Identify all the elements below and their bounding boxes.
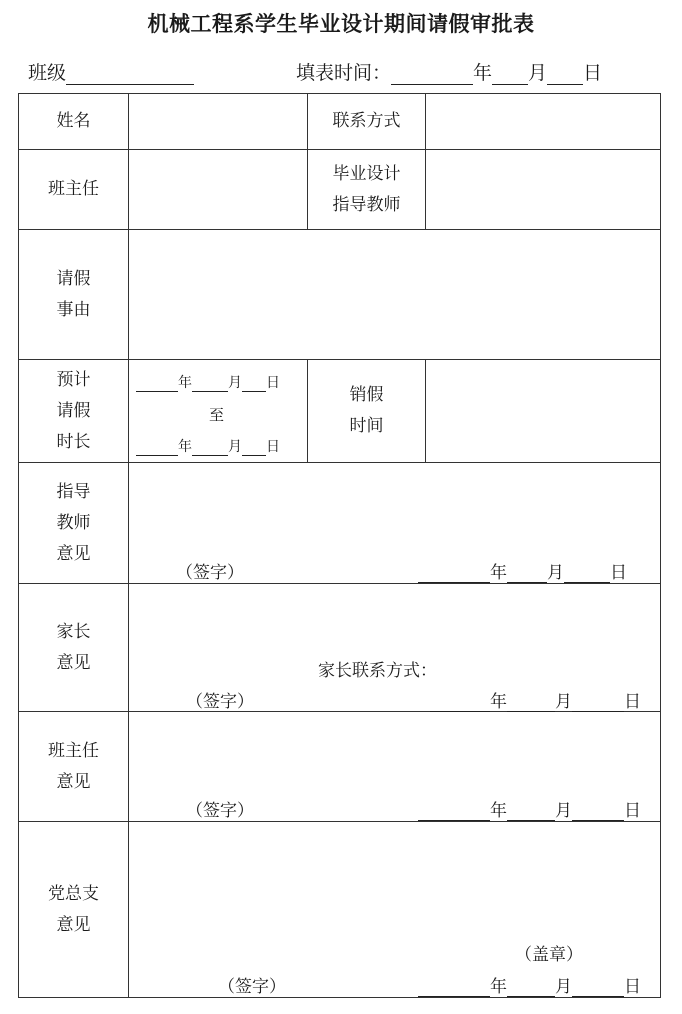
class-label: 班级 bbox=[28, 62, 67, 84]
party-day-line[interactable] bbox=[572, 976, 624, 997]
duration-label-line3: 时长 bbox=[56, 431, 91, 452]
party-day-label: 日 bbox=[624, 977, 641, 997]
table-border bbox=[425, 359, 426, 463]
table-border bbox=[425, 93, 426, 230]
parent-year-label: 年 bbox=[490, 692, 507, 712]
parent-opinion-line2: 意见 bbox=[56, 652, 91, 673]
head-date-field bbox=[418, 796, 641, 821]
advisor-day-line[interactable] bbox=[564, 562, 610, 583]
start-month-label: 月 bbox=[228, 375, 242, 391]
advisor-month-line[interactable] bbox=[507, 562, 547, 583]
end-day-label: 日 bbox=[266, 439, 280, 455]
fill-time-label: 填表时间： bbox=[296, 62, 392, 84]
head-month-line[interactable] bbox=[507, 800, 555, 821]
end-date-field bbox=[136, 436, 280, 456]
parent-year-line[interactable] bbox=[430, 691, 490, 712]
party-opinion-label-cell bbox=[19, 822, 128, 997]
reason-label-line2: 事由 bbox=[56, 299, 91, 320]
advisor-date-field bbox=[418, 558, 627, 583]
advisor-year-line[interactable] bbox=[418, 562, 490, 583]
advisor-opinion-line3: 意见 bbox=[56, 543, 91, 564]
party-date-field bbox=[418, 972, 641, 997]
contact-input-cell[interactable] bbox=[427, 95, 659, 148]
name-label: 姓名 bbox=[56, 111, 91, 131]
end-month-line[interactable] bbox=[192, 439, 228, 456]
end-day-line[interactable] bbox=[242, 439, 266, 456]
fill-day-label: 日 bbox=[583, 62, 603, 84]
form-title: 机械工程系学生毕业设计期间请假审批表 bbox=[147, 12, 535, 36]
parent-day-label: 日 bbox=[624, 692, 641, 712]
start-date-field bbox=[136, 372, 280, 392]
head-teacher-input-cell[interactable] bbox=[130, 151, 306, 228]
parent-date-field bbox=[430, 687, 641, 712]
name-label-cell bbox=[19, 94, 128, 149]
advisor-sign-label: （签字） bbox=[176, 563, 244, 583]
party-sign-label: （签字） bbox=[218, 977, 286, 997]
advisor-opinion-line2: 教师 bbox=[56, 512, 91, 533]
head-year-line[interactable] bbox=[418, 800, 490, 821]
head-day-label: 日 bbox=[624, 801, 641, 821]
class-input-line[interactable] bbox=[66, 64, 194, 85]
advisor-opinion-label-cell bbox=[19, 463, 128, 583]
parent-day-line[interactable] bbox=[572, 691, 624, 712]
end-year-line[interactable] bbox=[136, 439, 178, 456]
table-border bbox=[18, 997, 661, 998]
cancel-input-cell[interactable] bbox=[427, 361, 659, 461]
party-opinion-line2: 意见 bbox=[56, 914, 91, 935]
start-year-line[interactable] bbox=[136, 375, 178, 392]
fill-day-line[interactable] bbox=[547, 64, 583, 85]
party-month-label: 月 bbox=[555, 977, 572, 997]
cancel-label-cell bbox=[308, 360, 425, 462]
advisor-year-label: 年 bbox=[490, 563, 507, 583]
duration-label-cell bbox=[19, 360, 128, 462]
advisor-month-label: 月 bbox=[547, 563, 564, 583]
parent-opinion-label-cell bbox=[19, 584, 128, 711]
name-input-cell[interactable] bbox=[130, 95, 306, 148]
end-year-label: 年 bbox=[178, 439, 192, 455]
advisor-label-line1: 毕业设计 bbox=[332, 163, 401, 184]
class-field bbox=[28, 58, 194, 85]
head-opinion-label-cell bbox=[19, 712, 128, 821]
party-year-line[interactable] bbox=[418, 976, 490, 997]
reason-label-cell bbox=[19, 230, 128, 359]
advisor-opinion-line1: 指导 bbox=[56, 481, 91, 502]
party-seal-label: （盖章） bbox=[515, 945, 583, 965]
head-teacher-label: 班主任 bbox=[48, 179, 99, 199]
head-teacher-label-cell bbox=[19, 150, 128, 229]
duration-label-line1: 预计 bbox=[56, 369, 91, 390]
table-border bbox=[128, 93, 129, 998]
advisor-label-cell bbox=[308, 150, 425, 229]
duration-to-label: 至 bbox=[209, 406, 225, 424]
advisor-label-line2: 指导教师 bbox=[332, 194, 401, 215]
head-opinion-line2: 意见 bbox=[56, 771, 91, 792]
head-opinion-line1: 班主任 bbox=[48, 740, 99, 761]
party-year-label: 年 bbox=[490, 977, 507, 997]
reason-input-cell[interactable] bbox=[130, 231, 659, 358]
table-border bbox=[660, 93, 661, 998]
advisor-input-cell[interactable] bbox=[427, 151, 659, 228]
contact-label-cell bbox=[308, 94, 425, 149]
advisor-day-label: 日 bbox=[610, 563, 627, 583]
fill-time-field bbox=[296, 58, 602, 85]
reason-label-line1: 请假 bbox=[56, 268, 91, 289]
parent-month-label: 月 bbox=[555, 692, 572, 712]
parent-contact-label: 家长联系方式： bbox=[318, 661, 437, 681]
fill-year-line[interactable] bbox=[391, 64, 473, 85]
cancel-label-line1: 销假 bbox=[349, 385, 384, 405]
start-day-line[interactable] bbox=[242, 375, 266, 392]
start-month-line[interactable] bbox=[192, 375, 228, 392]
head-sign-label: （签字） bbox=[186, 801, 254, 821]
fill-year-label: 年 bbox=[473, 62, 493, 84]
end-month-label: 月 bbox=[228, 439, 242, 455]
party-month-line[interactable] bbox=[507, 976, 555, 997]
parent-opinion-line1: 家长 bbox=[56, 621, 91, 642]
fill-month-label: 月 bbox=[528, 62, 548, 84]
fill-month-line[interactable] bbox=[492, 64, 528, 85]
parent-sign-label: （签字） bbox=[186, 692, 254, 712]
party-opinion-line1: 党总支 bbox=[48, 883, 99, 904]
head-month-label: 月 bbox=[555, 801, 572, 821]
duration-label-line2: 请假 bbox=[56, 400, 91, 421]
start-year-label: 年 bbox=[178, 375, 192, 391]
head-day-line[interactable] bbox=[572, 800, 624, 821]
contact-label: 联系方式 bbox=[332, 111, 401, 131]
cancel-label-line2: 时间 bbox=[349, 416, 384, 436]
start-day-label: 日 bbox=[266, 375, 280, 391]
parent-month-line[interactable] bbox=[507, 691, 555, 712]
head-year-label: 年 bbox=[490, 801, 507, 821]
